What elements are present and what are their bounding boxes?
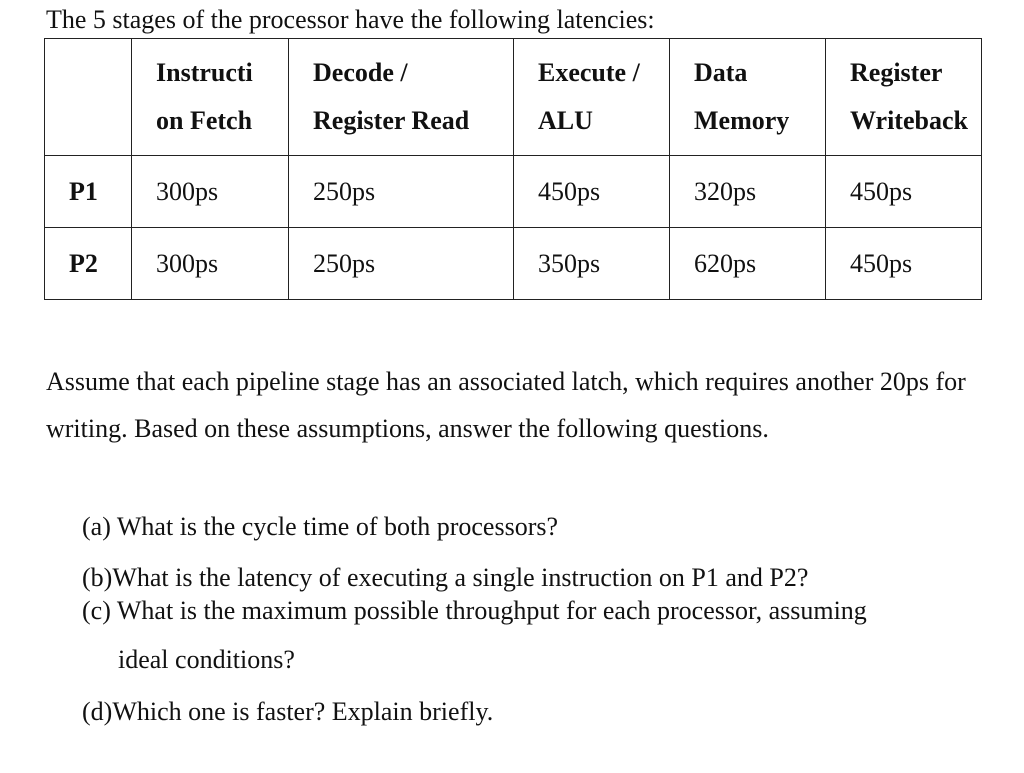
- header-register-writeback: [826, 39, 982, 156]
- header-line: Register Read: [313, 106, 470, 135]
- table-header-row: [45, 39, 982, 156]
- table-cell: 300ps: [132, 228, 289, 300]
- header-line: Writeback: [850, 106, 968, 135]
- table-cell: 300ps: [132, 156, 289, 228]
- header-line: Memory: [694, 106, 790, 135]
- question-c-continuation: ideal conditions?: [118, 645, 295, 674]
- table-cell: 350ps: [514, 228, 670, 300]
- header-decode-register-read: [289, 39, 514, 156]
- header-line: Data: [694, 58, 748, 87]
- question-b: (b)What is the latency of executing a single instruction on P1 and P2?: [82, 563, 809, 592]
- table-cell: 320ps: [670, 156, 826, 228]
- question-d: (d)Which one is faster? Explain briefly.: [82, 697, 494, 726]
- table-row: [45, 156, 982, 228]
- intro-text: The 5 stages of the processor have the following latencies:: [46, 5, 655, 34]
- header-line: Instructi: [156, 58, 253, 87]
- row-label-p2: P2: [45, 228, 132, 300]
- table-cell: 450ps: [514, 156, 670, 228]
- header-instruction-fetch: [132, 39, 289, 156]
- header-line: Execute /: [538, 58, 640, 87]
- header-line: Register: [850, 58, 943, 87]
- question-c: (c) What is the maximum possible throughput for each processor, assuming: [82, 596, 867, 625]
- assumption-paragraph: Assume that each pipeline stage has an associated latch, which requires another 20ps for writing. Based on these assumptions, answer the following questions.: [46, 367, 966, 443]
- table-cell: 450ps: [826, 156, 982, 228]
- header-data-memory: [670, 39, 826, 156]
- table-cell: 620ps: [670, 228, 826, 300]
- header-execute-alu: [514, 39, 670, 156]
- header-corner-cell: [45, 39, 132, 156]
- latency-table: [44, 38, 982, 300]
- table-cell: 250ps: [289, 156, 514, 228]
- question-a: (a) What is the cycle time of both processors?: [82, 512, 559, 541]
- header-line: on Fetch: [156, 106, 253, 135]
- table-cell: 250ps: [289, 228, 514, 300]
- table-cell: 450ps: [826, 228, 982, 300]
- table-row: [45, 228, 982, 300]
- row-label-p1: P1: [45, 156, 132, 228]
- header-line: ALU: [538, 106, 593, 135]
- header-line: Decode /: [313, 58, 408, 87]
